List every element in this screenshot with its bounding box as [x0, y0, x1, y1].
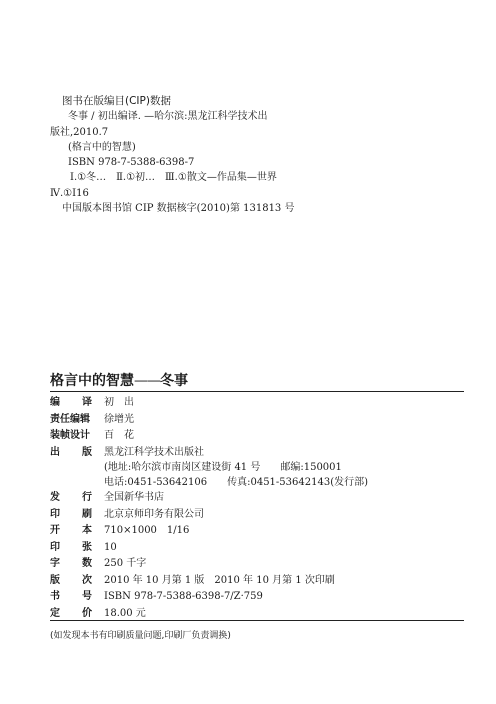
book-title — [50, 370, 188, 390]
imprint-value: 710×1000 1/16 — [104, 525, 190, 536]
imprint-row — [50, 490, 470, 507]
imprint-value: 初 出 — [104, 397, 134, 408]
imprint-label — [50, 445, 92, 462]
divider-bottom — [50, 620, 464, 621]
title-dash: —— — [134, 373, 160, 389]
imprint-label-part: 行 — [82, 492, 92, 503]
imprint-label — [50, 573, 92, 590]
imprint-label-part: 版 — [50, 574, 60, 586]
cip-line: (格言中的智慧) — [68, 141, 136, 153]
imprint-row — [50, 445, 470, 462]
book-name: 冬事 — [160, 373, 188, 389]
imprint-value: 10 — [104, 541, 117, 553]
imprint-label-part: 本 — [82, 525, 92, 536]
cip-line: 中国版本图书馆 CIP 数据核字(2010)第 131813 号 — [62, 203, 295, 215]
imprint-label-part: 张 — [82, 541, 92, 553]
imprint-row — [50, 461, 470, 476]
imprint-label-part: 号 — [82, 591, 92, 602]
cip-data-block — [50, 94, 470, 216]
imprint-label-part: 责任编辑 — [50, 413, 90, 425]
imprint-label — [50, 507, 92, 524]
imprint-label — [50, 428, 92, 445]
cip-heading: 图书在版编目(CIP)数据 — [62, 95, 171, 107]
imprint-value: 250 千字 — [104, 558, 147, 569]
imprint-table — [50, 395, 470, 622]
imprint-label — [50, 412, 92, 429]
imprint-label-part: 装帧设计 — [50, 430, 90, 441]
imprint-label-part: 编 — [50, 397, 60, 408]
imprint-label-part: 次 — [82, 574, 92, 586]
imprint-label — [50, 589, 92, 606]
imprint-label-part: 版 — [82, 446, 92, 458]
imprint-value: 18.00 元 — [104, 607, 146, 619]
imprint-label-part: 印 — [50, 508, 60, 520]
imprint-row — [50, 428, 470, 445]
imprint-value: 全国新华书店 — [104, 492, 164, 503]
imprint-value: 百 花 — [104, 430, 134, 441]
imprint-label-part: 字 — [50, 558, 60, 569]
cip-line: 冬事 / 初出编译. —哈尔滨:黑龙江科学技术出 — [68, 111, 268, 123]
imprint-label — [50, 523, 92, 540]
imprint-value: (地址:哈尔滨市南岗区建设街 41 号 邮编:150001 — [104, 462, 342, 473]
imprint-row — [50, 523, 470, 540]
imprint-row — [50, 412, 470, 429]
series-title: 格言中的智慧 — [50, 373, 134, 389]
imprint-label-part: 出 — [50, 446, 60, 458]
imprint-label — [50, 556, 92, 573]
imprint-value: 徐增光 — [104, 413, 134, 425]
cip-line: Ⅳ.①I16 — [50, 187, 89, 199]
imprint-row — [50, 556, 470, 573]
imprint-row — [50, 540, 470, 557]
imprint-label-part: 印 — [50, 541, 60, 553]
imprint-value: 北京京师印务有限公司 — [104, 508, 204, 520]
imprint-label-part: 定 — [50, 607, 60, 619]
imprint-label-part: 刷 — [82, 508, 92, 520]
cip-line: ISBN 978-7-5388-6398-7 — [68, 157, 195, 169]
imprint-label — [50, 490, 92, 507]
imprint-label — [50, 395, 92, 412]
imprint-row — [50, 507, 470, 524]
imprint-label — [50, 540, 92, 557]
imprint-label-part: 书 — [50, 591, 60, 602]
imprint-label-part: 价 — [82, 607, 92, 619]
imprint-label-part: 开 — [50, 525, 60, 536]
cip-line: Ⅰ.①冬… Ⅱ.①初… Ⅲ.①散文—作品集—世界 — [70, 172, 277, 184]
quality-note: (如发现本书有印刷质量问题,印刷厂负责调换) — [50, 631, 231, 641]
imprint-label-part: 译 — [82, 397, 92, 408]
imprint-value: 电话:0451-53642106 传真:0451-53642143(发行部) — [104, 476, 368, 488]
imprint-label-part: 数 — [82, 558, 92, 569]
imprint-row — [50, 395, 470, 412]
imprint-row — [50, 476, 470, 491]
imprint-value: 黑龙江科学技术出版社 — [104, 446, 204, 458]
imprint-value: ISBN 978-7-5388-6398-7/Z·759 — [104, 591, 263, 602]
divider-top — [50, 391, 464, 392]
imprint-row — [50, 573, 470, 590]
imprint-row — [50, 589, 470, 606]
imprint-label-part: 发 — [50, 492, 60, 503]
cip-line: 版社,2010.7 — [50, 126, 109, 138]
imprint-value: 2010 年 10 月第 1 版 2010 年 10 月第 1 次印刷 — [104, 574, 335, 586]
